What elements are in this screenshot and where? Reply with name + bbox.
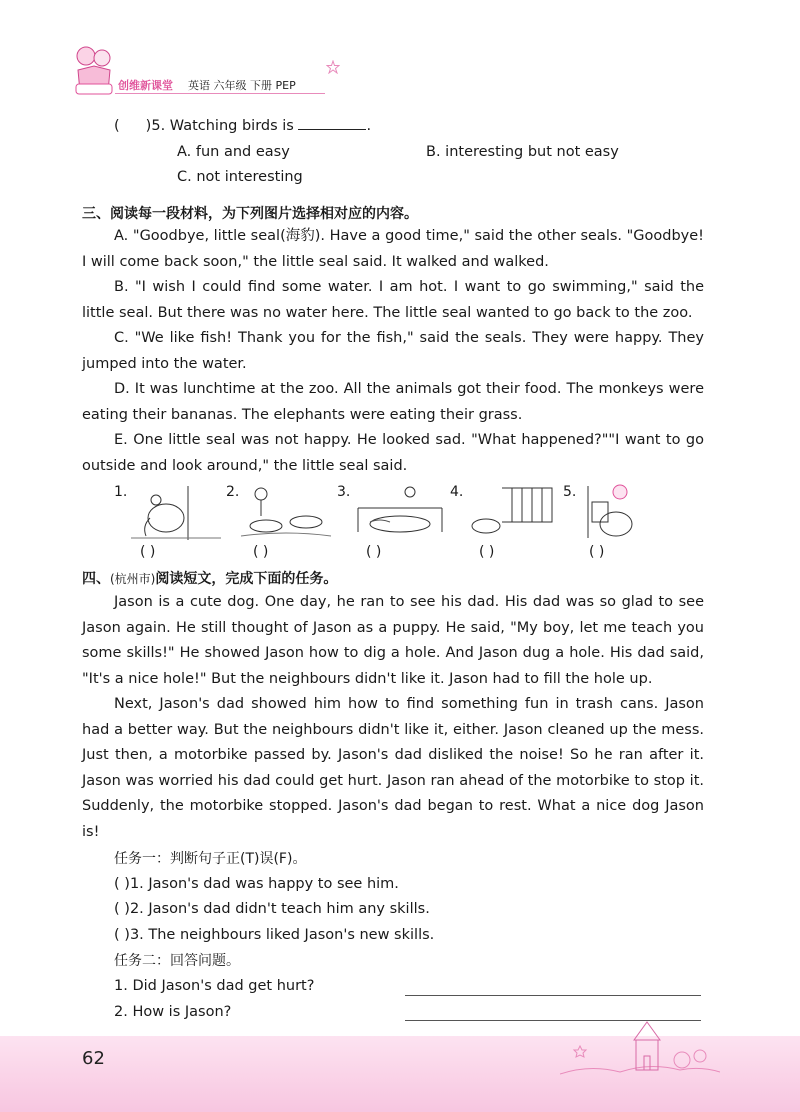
- brand-title: 创维新课堂: [118, 79, 173, 92]
- picture-4-answer[interactable]: ( ): [479, 544, 495, 560]
- task2-title: 任务二：回答问题。: [114, 953, 240, 969]
- task1-item-3: ( )3. The neighbours liked Jason's new skills.: [114, 927, 435, 943]
- zoo-elephant-picture-icon: [126, 482, 226, 542]
- section4-title: 四、(杭州市)阅读短文，完成下面的任务。: [82, 571, 338, 587]
- picture-5-answer[interactable]: ( ): [589, 544, 605, 560]
- task1-item-1-bracket[interactable]: ( ): [114, 876, 130, 892]
- picture-4-number: 4.: [450, 484, 464, 500]
- picture-3-number: 3.: [337, 484, 351, 500]
- passage-paragraph-1: Jason is a cute dog. One day, he ran to see his dad. His dad was so glad to see Jason again. He still thought of Jason as a puppy. He said, "My boy, let me teach you some skills!" He showed Jason how to dig a hole. And Jason dug a hole. His dad said, "It's a nice hole!" But the neighbours didn't like it. Jason had to fill the hole up.: [82, 594, 704, 687]
- book-subtitle: 英语 六年级 下册 PEP: [188, 79, 296, 92]
- section3-paragraph-d: D. It was lunchtime at the zoo. All the animals got their food. The monkeys were eating their bananas. The elephants were eating their grass.: [82, 381, 704, 423]
- castle-decoration-icon: [560, 1016, 720, 1076]
- page-number: 62: [82, 1048, 105, 1069]
- task2-question-1: 1. Did Jason's dad get hurt?: [114, 978, 315, 994]
- picture-1-answer[interactable]: ( ): [140, 544, 156, 560]
- passage-paragraph-2: Next, Jason's dad showed him how to find something fun in trash cans. Jason had a better way. But the neighbours didn't like it, either. Jason cleaned up the mess. Just then, a motorbike passed by. Jason's dad disliked the noise! So he ran after it. Jason was worried his dad could get hurt. Jason ran ahead of the motorbike to stop it. Suddenly, the motorbike stopped. Jason's dad began to rest. What a nice dog Jason is!: [82, 696, 704, 840]
- picture-2-number: 2.: [226, 484, 240, 500]
- section3-paragraph-c: C. "We like fish! Thank you for the fish," said the seals. They were happy. They jumped into the water.: [82, 330, 704, 372]
- task1-title: 任务一：判断句子正(T)误(F)。: [114, 851, 307, 867]
- picture-5-number: 5.: [563, 484, 577, 500]
- kids-logo-icon: [70, 40, 118, 98]
- section3-paragraph-a: A. "Goodbye, little seal(海豹). Have a good time," said the other seals. "Goodbye! I will come back soon," the little seal said. It walked and walked.: [82, 228, 704, 270]
- task1-item-1: ( )1. Jason's dad was happy to see him.: [114, 876, 399, 892]
- section3-paragraph-e: E. One little seal was not happy. He looked sad. "What happened?""I want to go outside and look around," the little seal said.: [82, 432, 704, 474]
- q5-stem: ( )5. Watching birds is .: [114, 118, 372, 134]
- header-divider: [115, 93, 325, 94]
- picture-2-answer[interactable]: ( ): [253, 544, 269, 560]
- q5-blank[interactable]: [298, 117, 366, 130]
- task1-item-2: ( )2. Jason's dad didn't teach him any skills.: [114, 901, 430, 917]
- seal-pool-picture-icon: [350, 482, 450, 542]
- task2-question-2: 2. How is Jason?: [114, 1004, 232, 1020]
- task1-item-3-bracket[interactable]: ( ): [114, 927, 130, 943]
- section3-paragraph-b: B. "I wish I could find some water. I am hot. I want to go swimming," said the little seal. But there was no water here. The little seal wanted to go back to the zoo.: [82, 279, 704, 321]
- task2-answer-line-1[interactable]: [405, 995, 701, 996]
- hot-sun-seal-picture-icon: [576, 482, 676, 542]
- seal-leaving-zoo-picture-icon: [462, 482, 562, 542]
- q5-option-b[interactable]: B. interesting but not easy: [426, 144, 619, 160]
- picture-3-answer[interactable]: ( ): [366, 544, 382, 560]
- q5-option-c[interactable]: C. not interesting: [177, 169, 303, 185]
- section3-title: 三、阅读每一段材料，为下列图片选择相对应的内容。: [82, 206, 418, 222]
- picture-1-number: 1.: [114, 484, 128, 500]
- seals-feeding-picture-icon: [236, 482, 336, 542]
- q5-option-a[interactable]: A. fun and easy: [177, 144, 290, 160]
- star-decoration-icon: [326, 60, 340, 74]
- task1-item-2-bracket[interactable]: ( ): [114, 901, 130, 917]
